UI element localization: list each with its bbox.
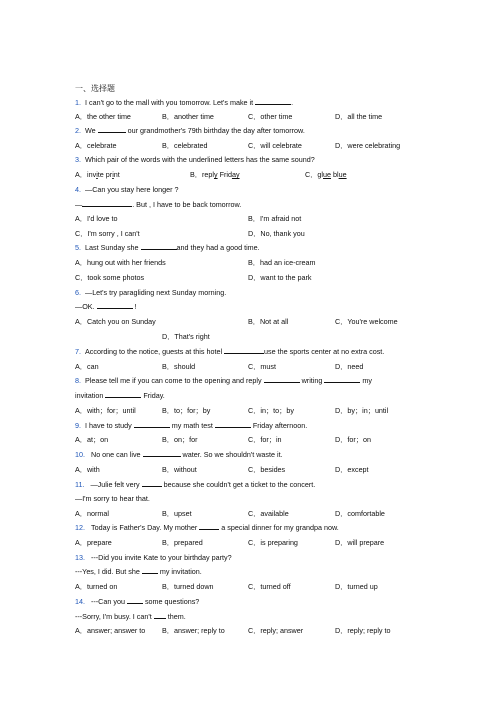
- options-5-row-1: [0, 256, 496, 269]
- question-text: Which pair of the words with the underlined letters has the same sound?: [85, 155, 315, 164]
- options-4-row-2: [0, 227, 496, 240]
- option-c[interactable]: C．is preparing: [248, 538, 298, 547]
- answer-blank: [97, 300, 133, 309]
- option-c[interactable]: C．will celebrate: [248, 141, 302, 150]
- underlined-letter: ue: [323, 170, 331, 179]
- question-2: [0, 124, 496, 137]
- option-d[interactable]: D．for；on: [335, 435, 371, 444]
- options-10: [0, 463, 496, 476]
- question-text: I can't go to the mall with you tomorrow. Let's make it: [85, 98, 256, 107]
- answer-blank: [255, 96, 294, 107]
- question-4-line-2: — . But , I have to be back tomorrow.: [75, 200, 242, 209]
- question-number: 5.: [75, 243, 81, 252]
- option-a[interactable]: A．Catch you on Sunday: [75, 317, 156, 326]
- option-a[interactable]: A．with；for；until: [75, 406, 136, 415]
- answer-blank: [98, 124, 126, 133]
- question-text: some questions?: [142, 597, 200, 606]
- question-text: water. So we shouldn't waste it.: [180, 450, 283, 459]
- question-text: use the sports center at no extra cost.: [264, 347, 385, 356]
- option-a[interactable]: A．hung out with her friends: [75, 258, 166, 267]
- option-c[interactable]: C．must: [248, 362, 276, 371]
- option-b[interactable]: B．had an ice-cream: [248, 258, 316, 267]
- underlined-letter: y: [213, 170, 218, 179]
- question-9: [0, 419, 496, 432]
- option-d[interactable]: D．No, thank you: [248, 229, 305, 238]
- answer-blank: [127, 595, 143, 604]
- question-text: Friday.: [141, 391, 165, 400]
- option-d[interactable]: D．all the time: [335, 112, 383, 121]
- question-text: !: [132, 302, 137, 311]
- options-5-row-2: [0, 271, 496, 284]
- question-number: 11.: [75, 480, 85, 489]
- question-number: 13.: [75, 553, 85, 562]
- question-text: Friday afternoon.: [250, 421, 308, 430]
- question-text: Please tell me if you can come to the opening and reply: [85, 376, 264, 385]
- option-c[interactable]: [305, 168, 347, 181]
- word-part: gl: [317, 170, 323, 179]
- question-text: my math test: [169, 421, 215, 430]
- question-text: Last Sunday she: [85, 243, 141, 252]
- option-b[interactable]: B．answer; reply to: [162, 626, 225, 635]
- question-14-line-2: [0, 610, 496, 623]
- option-b[interactable]: B．upset: [162, 509, 192, 518]
- option-c[interactable]: C．other time: [248, 112, 293, 121]
- option-b[interactable]: B．I'm afraid not: [248, 214, 302, 223]
- question-7: [0, 345, 496, 358]
- option-d[interactable]: D．by；in；until: [335, 406, 389, 415]
- option-b[interactable]: B．without: [162, 465, 197, 474]
- answer-blank: [82, 198, 132, 207]
- option-a[interactable]: A．I'd love to: [75, 214, 118, 223]
- answer-blank: [154, 610, 166, 619]
- question-number: 6.: [75, 288, 81, 297]
- question-12: [0, 521, 496, 534]
- option-b[interactable]: B．turned down: [162, 582, 214, 591]
- word-part: Frid: [217, 170, 232, 179]
- option-c[interactable]: C．reply; answer: [248, 626, 304, 635]
- question-13: [0, 551, 496, 564]
- question-4: [0, 183, 496, 196]
- question-text: writing: [299, 376, 325, 385]
- word-part: nt: [113, 170, 120, 179]
- options-2: [0, 139, 496, 152]
- question-text: Today is Father's Day. My mother: [91, 523, 200, 532]
- answer-blank: [142, 565, 158, 574]
- question-5: [0, 241, 496, 254]
- underlined-letter: i: [96, 170, 98, 179]
- question-13-line-2: [0, 565, 496, 578]
- option-d[interactable]: D．reply; reply to: [335, 626, 391, 635]
- answer-blank: [142, 478, 162, 487]
- question-number: 14.: [75, 597, 85, 606]
- question-text: and they had a good time.: [176, 243, 260, 252]
- question-text: I have to study: [85, 421, 134, 430]
- option-c[interactable]: C．for；in: [248, 435, 282, 444]
- question-text: —OK.: [75, 302, 97, 311]
- question-11: [0, 478, 496, 491]
- section-heading-text: 一、选择题: [75, 84, 115, 93]
- underlined-letter: ay: [231, 170, 240, 179]
- answer-blank: [143, 448, 181, 457]
- answer-blank: [224, 345, 264, 354]
- answer-blank: [134, 419, 170, 428]
- question-text: According to the notice, guests at this hotel: [85, 347, 225, 356]
- option-letter: B．: [190, 170, 202, 179]
- answer-blank: [141, 241, 177, 250]
- option-a[interactable]: [75, 168, 120, 181]
- option-b[interactable]: B．should: [162, 362, 196, 371]
- option-d[interactable]: D．want to the park: [248, 273, 312, 282]
- question-text: ---Yes, I did. But she: [75, 567, 142, 576]
- option-b[interactable]: [190, 168, 240, 181]
- question-3: [0, 153, 496, 166]
- question-text: our grandmother's 79th birthday the day after tomorrow.: [125, 126, 305, 135]
- options-6-row-1: [0, 315, 496, 328]
- options-14: [0, 624, 496, 637]
- question-text: ---Sorry, I'm busy. I can't: [75, 612, 154, 621]
- option-a[interactable]: A．the other time: [75, 112, 131, 121]
- question-text: We: [85, 126, 98, 135]
- option-c[interactable]: C．turned off: [248, 582, 291, 591]
- answer-blank: [215, 419, 251, 428]
- option-d[interactable]: D．turned up: [335, 582, 378, 591]
- question-number: 7.: [75, 347, 81, 356]
- options-4-row-1: [0, 212, 496, 225]
- option-c[interactable]: C．besides: [248, 465, 286, 474]
- options-6-row-2: [0, 330, 496, 343]
- question-text: —Julie felt very: [90, 480, 142, 489]
- option-a[interactable]: A．turned on: [75, 582, 118, 591]
- option-d[interactable]: D．except: [335, 465, 369, 474]
- question-text: because she couldn't get a ticket to the concert.: [161, 480, 316, 489]
- option-d[interactable]: D．will prepare: [335, 538, 385, 547]
- question-text: them.: [165, 612, 186, 621]
- question-8-line-2: [0, 389, 496, 402]
- question-text: —I'm sorry to hear that.: [75, 494, 150, 503]
- options-8: [0, 404, 496, 417]
- options-12: [0, 536, 496, 549]
- question-1: [0, 96, 496, 109]
- question-text: invitation: [75, 391, 106, 400]
- option-letter: C．: [305, 170, 318, 179]
- question-number: 12.: [75, 523, 85, 532]
- underlined-letter: ue: [338, 170, 347, 179]
- option-d[interactable]: D．need: [335, 362, 364, 371]
- option-letter: A．: [75, 170, 87, 179]
- answer-blank: [264, 374, 300, 383]
- question-text: . But , I have to be back tomorrow.: [132, 200, 242, 209]
- option-b[interactable]: B．celebrated: [162, 141, 208, 150]
- option-c[interactable]: C．available: [248, 509, 289, 518]
- option-a[interactable]: A．can: [75, 362, 99, 371]
- question-6-line-2: [0, 300, 496, 313]
- options-1: [0, 110, 496, 123]
- option-a[interactable]: A．celebrate: [75, 141, 117, 150]
- question-number: 2.: [75, 126, 81, 135]
- options-9: [0, 433, 496, 446]
- question-10: [0, 448, 496, 461]
- question-text: ---Did you invite Kate to your birthday party?: [91, 553, 232, 562]
- section-heading: [0, 82, 496, 95]
- options-7: [0, 360, 496, 373]
- question-number: 8.: [75, 376, 81, 385]
- option-a[interactable]: A．with: [75, 465, 100, 474]
- question-number: 9.: [75, 421, 81, 430]
- question-number: 1.: [75, 98, 81, 107]
- word-part: repl: [201, 170, 214, 179]
- option-b[interactable]: B．to；for；by: [162, 406, 211, 415]
- word-part: te pr: [97, 170, 113, 179]
- question-text: —Can you stay here longer ?: [85, 185, 179, 194]
- option-d[interactable]: D．That's right: [162, 332, 210, 341]
- underlined-letter: i: [112, 170, 114, 179]
- question-number: 4.: [75, 185, 81, 194]
- option-a[interactable]: A．at；on: [75, 435, 109, 444]
- option-d[interactable]: D．comfortable: [335, 509, 385, 518]
- answer-blank: [199, 521, 219, 530]
- option-c[interactable]: C．You're welcome: [335, 317, 398, 326]
- option-d[interactable]: D．were celebrating: [335, 141, 401, 150]
- option-b[interactable]: B．prepared: [162, 538, 203, 547]
- answer-blank: [324, 374, 360, 383]
- option-a[interactable]: A．normal: [75, 509, 109, 518]
- option-c[interactable]: C．took some photos: [75, 273, 145, 282]
- word-part: bl: [331, 170, 339, 179]
- option-a[interactable]: A．prepare: [75, 538, 112, 547]
- question-text: —Let's try paragliding next Sunday morning.: [85, 288, 227, 297]
- question-6: [0, 286, 496, 299]
- question-8: [0, 374, 496, 387]
- option-c[interactable]: C．I'm sorry , I can't: [75, 229, 140, 238]
- options-11: [0, 507, 496, 520]
- option-b[interactable]: B．Not at all: [248, 317, 289, 326]
- options-3: [0, 168, 496, 181]
- question-text: a special dinner for my grandpa now.: [219, 523, 339, 532]
- option-a[interactable]: A．answer; answer to: [75, 626, 146, 635]
- question-number: 10.: [75, 450, 85, 459]
- options-13: [0, 580, 496, 593]
- answer-blank: [105, 389, 141, 398]
- word-part: inv: [86, 170, 97, 179]
- question-14: [0, 595, 496, 608]
- option-c[interactable]: C．in；to；by: [248, 406, 294, 415]
- question-text: .: [291, 98, 294, 107]
- question-text: my: [360, 376, 372, 385]
- question-text: No one can live: [91, 450, 143, 459]
- question-number: 3.: [75, 155, 81, 164]
- option-b[interactable]: B．another time: [162, 112, 214, 121]
- question-text: ---Can you: [91, 597, 127, 606]
- option-b[interactable]: B．on；for: [162, 435, 198, 444]
- question-text: my invitation.: [157, 567, 202, 576]
- question-11-line-2: [0, 492, 496, 505]
